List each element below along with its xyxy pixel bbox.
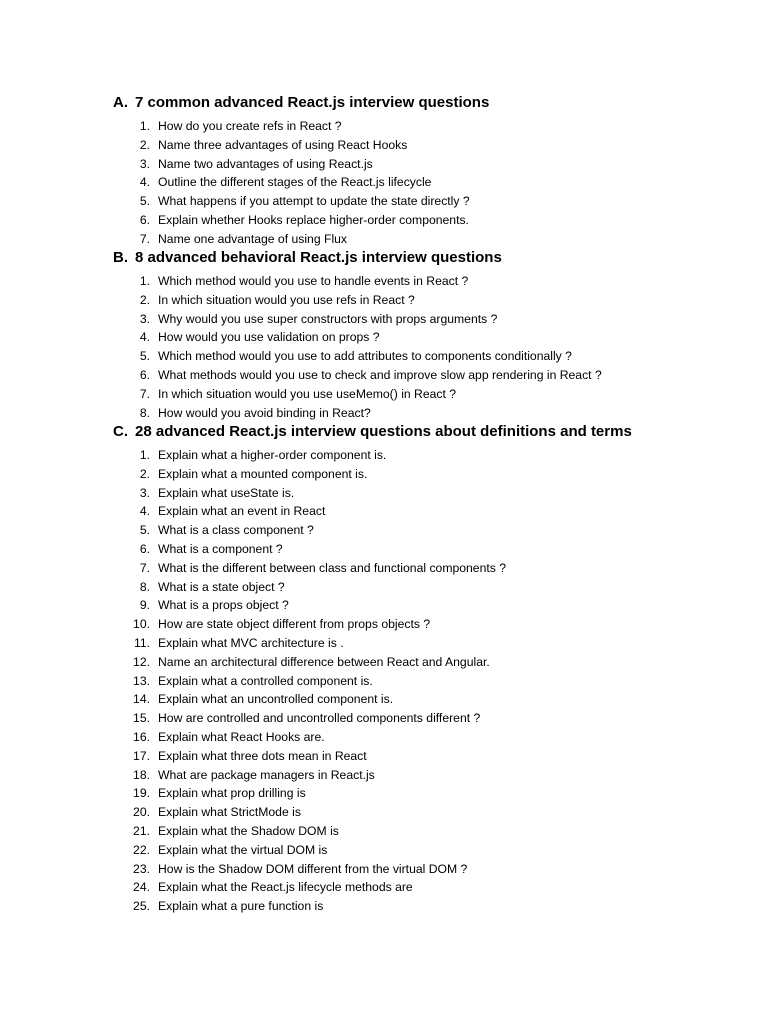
- question-text: Name three advantages of using React Hooks: [158, 137, 408, 152]
- question-item: [113, 824, 753, 843]
- question-item: [113, 523, 753, 542]
- question-item: [113, 138, 753, 157]
- question-item: [113, 119, 753, 138]
- question-text: In which situation would you use refs in React ?: [158, 292, 415, 307]
- question-item: [113, 749, 753, 768]
- question-number: 12.: [133, 654, 150, 669]
- section-heading: [113, 94, 753, 116]
- question-number: 5.: [139, 523, 150, 538]
- section-c: [113, 423, 753, 918]
- question-text: What methods would you use to check and improve slow app rendering in React ?: [158, 367, 602, 382]
- question-item: [113, 880, 753, 899]
- question-text: How do you create refs in React ?: [158, 119, 342, 133]
- question-text: Explain what the React.js lifecycle methods are: [158, 880, 413, 895]
- question-text: Explain what prop drilling is: [158, 786, 306, 801]
- question-item: [113, 467, 753, 486]
- question-list: [113, 448, 753, 918]
- question-text: What happens if you attempt to update the state directly ?: [158, 194, 470, 209]
- question-number: 17.: [133, 748, 150, 763]
- question-item: [113, 655, 753, 674]
- question-number: 1.: [139, 274, 150, 288]
- question-item: [113, 293, 753, 312]
- question-text: Explain what an uncontrolled component is.: [158, 692, 394, 707]
- section-heading: [113, 249, 753, 271]
- question-item: [113, 504, 753, 523]
- question-text: How would you avoid binding in React?: [158, 405, 371, 420]
- question-number: 18.: [133, 767, 150, 782]
- question-text: How would you use validation on props ?: [158, 330, 380, 345]
- question-text: How are controlled and uncontrolled components different ?: [158, 711, 481, 726]
- question-number: 9.: [139, 598, 150, 613]
- question-item: [113, 674, 753, 693]
- question-number: 23.: [133, 861, 150, 876]
- question-number: 1.: [139, 119, 150, 133]
- question-number: 6.: [139, 212, 150, 227]
- question-number: 25.: [133, 899, 150, 914]
- question-item: [113, 542, 753, 561]
- question-item: [113, 448, 753, 467]
- question-text: Name two advantages of using React.js: [158, 156, 373, 171]
- question-item: [113, 805, 753, 824]
- question-text: What are package managers in React.js: [158, 767, 375, 782]
- question-list: [113, 274, 753, 424]
- question-text: Explain what StrictMode is: [158, 805, 301, 820]
- question-text: What is the different between class and functional components ?: [158, 560, 507, 575]
- question-text: Outline the different stages of the React.js lifecycle: [158, 175, 432, 190]
- question-text: What is a state object ?: [158, 579, 285, 594]
- question-number: 4.: [139, 330, 150, 345]
- question-text: Explain what a mounted component is.: [158, 466, 368, 481]
- section-title: 7 common advanced React.js interview questions: [135, 94, 490, 111]
- question-item: [113, 711, 753, 730]
- question-item: [113, 406, 753, 425]
- question-number: 16.: [133, 729, 150, 744]
- question-text: Explain what the virtual DOM is: [158, 842, 328, 857]
- question-item: [113, 899, 753, 918]
- question-number: 7.: [139, 386, 150, 401]
- question-number: 10.: [133, 617, 150, 632]
- section-title: 8 advanced behavioral React.js interview questions: [135, 249, 502, 266]
- question-item: [113, 636, 753, 655]
- question-text: Explain what the Shadow DOM is: [158, 823, 339, 838]
- question-number: 11.: [133, 635, 150, 650]
- question-text: Name an architectural difference between React and Angular.: [158, 654, 490, 669]
- question-number: 8.: [139, 579, 150, 594]
- question-text: Explain what a higher-order component is.: [158, 448, 387, 462]
- question-item: [113, 157, 753, 176]
- question-number: 4.: [139, 504, 150, 519]
- section-letter: A.: [113, 94, 128, 111]
- question-item: [113, 768, 753, 787]
- section-title: 28 advanced React.js interview questions about definitions and terms: [135, 423, 632, 440]
- question-number: 2.: [139, 137, 150, 152]
- question-text: Explain what MVC architecture is .: [158, 635, 344, 650]
- section-a: [113, 94, 753, 251]
- question-text: In which situation would you use useMemo() in React ?: [158, 386, 457, 401]
- question-number: 14.: [133, 692, 150, 707]
- question-number: 3.: [139, 485, 150, 500]
- question-number: 2.: [139, 292, 150, 307]
- question-text: Explain what a pure function is: [158, 899, 324, 914]
- question-text: Explain what a controlled component is.: [158, 673, 373, 688]
- question-item: [113, 843, 753, 862]
- question-item: [113, 561, 753, 580]
- question-number: 24.: [133, 880, 150, 895]
- question-item: [113, 213, 753, 232]
- question-number: 7.: [139, 231, 150, 246]
- question-text: How are state object different from props objects ?: [158, 617, 431, 632]
- question-number: 8.: [139, 405, 150, 420]
- question-item: [113, 312, 753, 331]
- question-text: Explain what useState is.: [158, 485, 295, 500]
- question-text: How is the Shadow DOM different from the virtual DOM ?: [158, 861, 468, 876]
- question-number: 1.: [139, 448, 150, 462]
- question-item: [113, 330, 753, 349]
- question-number: 20.: [133, 805, 150, 820]
- question-item: [113, 486, 753, 505]
- question-text: What is a component ?: [158, 541, 283, 556]
- question-item: [113, 349, 753, 368]
- section-letter: C.: [113, 423, 128, 440]
- question-number: 6.: [139, 367, 150, 382]
- question-item: [113, 194, 753, 213]
- question-text: Explain whether Hooks replace higher-order components.: [158, 212, 469, 227]
- question-item: [113, 598, 753, 617]
- question-item: [113, 786, 753, 805]
- question-text: Why would you use super constructors with props arguments ?: [158, 311, 498, 326]
- question-item: [113, 862, 753, 881]
- question-item: [113, 580, 753, 599]
- section-letter: B.: [113, 249, 128, 266]
- question-text: What is a props object ?: [158, 598, 289, 613]
- question-number: 7.: [139, 560, 150, 575]
- question-item: [113, 274, 753, 293]
- question-number: 4.: [139, 175, 150, 190]
- question-item: [113, 387, 753, 406]
- question-number: 2.: [139, 466, 150, 481]
- question-text: What is a class component ?: [158, 523, 314, 538]
- question-item: [113, 232, 753, 251]
- question-number: 3.: [139, 311, 150, 326]
- question-text: Name one advantage of using Flux: [158, 231, 348, 246]
- question-text: Which method would you use to add attributes to components conditionally ?: [158, 349, 572, 364]
- question-number: 22.: [133, 842, 150, 857]
- question-text: Explain what three dots mean in React: [158, 748, 367, 763]
- section-heading: [113, 423, 753, 445]
- question-item: [113, 692, 753, 711]
- question-item: [113, 175, 753, 194]
- question-number: 5.: [139, 349, 150, 364]
- question-number: 19.: [133, 786, 150, 801]
- question-number: 21.: [133, 823, 150, 838]
- question-number: 6.: [139, 541, 150, 556]
- question-item: [113, 368, 753, 387]
- question-text: Explain what an event in React: [158, 504, 326, 519]
- question-number: 5.: [139, 194, 150, 209]
- question-item: [113, 730, 753, 749]
- question-text: Which method would you use to handle events in React ?: [158, 274, 469, 288]
- question-text: Explain what React Hooks are.: [158, 729, 325, 744]
- question-item: [113, 617, 753, 636]
- question-number: 15.: [133, 711, 150, 726]
- question-list: [113, 119, 753, 251]
- question-number: 13.: [133, 673, 150, 688]
- section-b: [113, 249, 753, 424]
- question-number: 3.: [139, 156, 150, 171]
